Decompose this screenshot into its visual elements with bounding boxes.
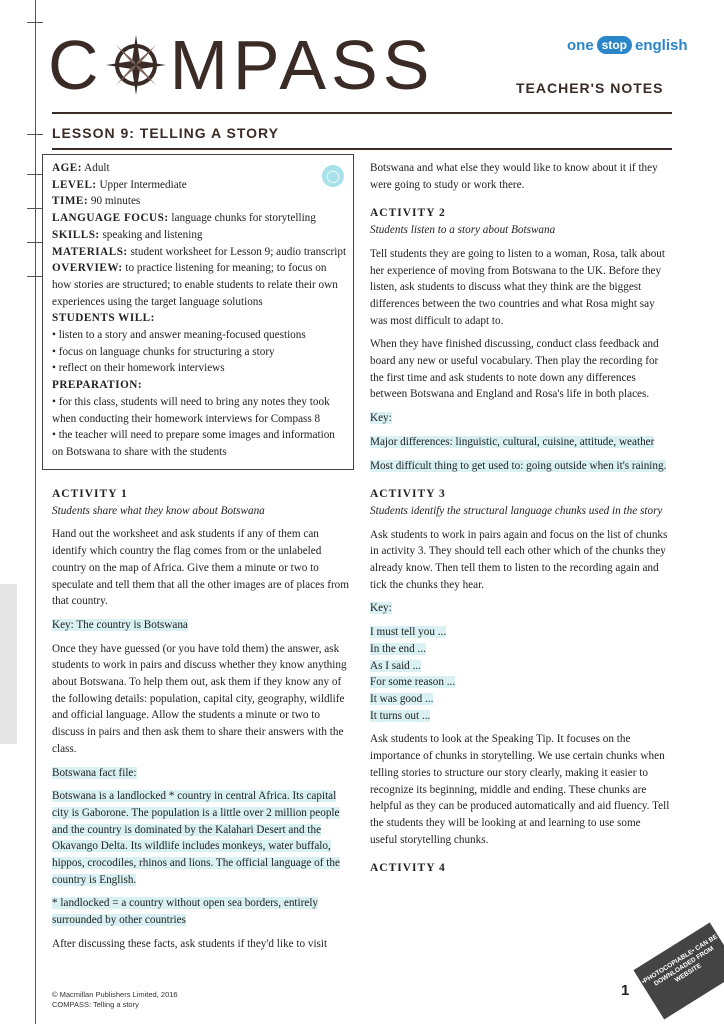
page-number: 1 [621, 982, 630, 999]
left-margin-line [35, 0, 36, 1024]
list-item: As I said ... [370, 659, 421, 672]
onestopenglish-logo: one stop english [567, 36, 688, 54]
activity-1-heading: ACTIVITY 1 [52, 488, 128, 500]
list-item: In the end ... [370, 642, 426, 655]
compass-logo [48, 26, 435, 108]
activity-3-heading: ACTIVITY 3 [370, 488, 446, 501]
overview-content: AGE: Adult LEVEL: Upper Intermediate TIME: 90 minutes LANGUAGE FOCUS: language chunks for storytelling SKILLS: speaking and listening MATERIALS: student worksheet for Lesson 9; audio transcript OVERVIEW: to practice listening for meaning; to focus on how stories are structured; to enable students to relate their own experiences using the target language solutions STUDENTS WILL: • listen to a story and answer meaning-focused questions • focus on language chunks for structuring a story • reflect on their homework interviews PREPARATION: • for this class, students will need to bring any notes they took when conducting their homework interviews for Compass 8 • the teacher will need to prepare some images and information on Botswana to share with the students [52, 160, 348, 461]
list-item: • reflect on their homework interviews [52, 362, 225, 375]
margin-tick [27, 242, 43, 243]
logo-text-left: C [48, 26, 104, 104]
activity-2-heading: ACTIVITY 2 [370, 207, 446, 220]
margin-tick [27, 276, 43, 277]
list-item: For some reason ... [370, 676, 456, 689]
margin-tick [27, 22, 43, 23]
list-item: • for this class, students will need to bring any notes they took when conducting their homework interviews for Compass 8 [52, 395, 330, 425]
right-column: Botswana and what else they would like to know about it if they were going to study or work there. ACTIVITY 2 Students listen to a story about Botswana Tell students they are going to listen to a woman, Rosa, talk about her experience of moving from Botswana to the UK. Before they listen, ask students to discuss what they think are the biggest differences between the two countries and what Rosa might say was most difficult to adapt to. When they have finished discussing, conduct class feedback and board any new or useful vocabulary. Then play the recording for the first time and ask students to note down any differences between Botswana and England and Rosa's life in both places. Key: Major differences: linguistic, cultural, cuisine, attitude, weather Most difficult thing to get used to: going outside when it's raining. ACTIVITY 3 Students identify the structural language chunks used in the story Ask students to work in pairs again and focus on the list of chunks in activity 3. They should tell each other which of the chunks they already know. Then tell them to listen to the recording again and tick the chunks they hear. Key: I must tell you ... In the end ... As I said ... For some reason ... It was good ... It turns out ... Ask students to look at the Speaking Tip. It focuses on the importance of chunks in storytelling. We use certain chunks when telling stories to structure our story clearly, making it easier to recognize its beginning, middle and ending. These chunks are helpful as they can be produced automatically and aid fluency. Tell the students they will be looking at and learning to use some useful storytelling chunks. ACTIVITY 4 [370, 160, 670, 877]
left-column: ACTIVITY 1 Students share what they know about Botswana Hand out the worksheet and ask students if any of them can identify which country the flag comes from or the unlabeled country on the map of Africa. Give them a minute or two to speculate and tell them that all the other images are of places from that country. Key: The country is Botswana Once they have guessed (or you have told them) the answer, ask students to work in pairs and discuss whether they know anything about Botswana. To help them out, ask them if they know any of the following details: population, capital city, geography, wildlife and official language. Allow the students a minute or two to discuss in pairs and then ask them to share their answers with the class. Botswana fact file: Botswana is a landlocked * country in central Africa. Its capital city is Gaborone. The population is a little over 2 million people and the country is dominated by the Kalahari Desert and the Okavango Delta. Its wildlife includes monkeys, water buffalo, hippos, crocodiles, rhinos and lions. The official language of the country is English. * landlocked = a country without open sea borders, entirely surrounded by other countries After discussing these facts, ask students if they'd like to visit [52, 474, 352, 953]
list-item: • focus on language chunks for structuring a story [52, 345, 275, 358]
margin-tick [27, 174, 43, 175]
list-item: I must tell you ... [370, 626, 447, 639]
footer: © Macmillan Publishers Limited, 2016 COMPASS: Telling a story [52, 990, 178, 1009]
header-rule [52, 112, 672, 114]
key-highlight: Key: The country is Botswana [52, 618, 188, 631]
title-rule [52, 148, 672, 150]
list-item: • listen to a story and answer meaning-focused questions [52, 329, 306, 342]
activity-4-heading: ACTIVITY 4 [370, 862, 446, 875]
logo-text-right: MPASS [169, 26, 435, 104]
list-item: It turns out ... [370, 709, 431, 722]
list-item: • the teacher will need to prepare some images and information on Botswana to share with the students [52, 429, 335, 458]
list-item: It was good ... [370, 692, 434, 705]
photocopiable-stamp: •PHOTOCOPIABLE• CAN BE DOWNLOADED FROM WEBSITE [633, 923, 724, 1020]
lightbulb-icon: ◯ [322, 165, 344, 187]
lesson-title: LESSON 9: TELLING A STORY [52, 125, 279, 141]
margin-tick [27, 208, 43, 209]
teachers-notes-label: TEACHER'S NOTES [516, 80, 664, 96]
compass-rose-icon [104, 33, 170, 108]
side-tab [0, 584, 17, 744]
margin-tick [27, 134, 43, 135]
fact-file: Botswana is a landlocked * country in central Africa. Its capital city is Gaborone. The population is a little over 2 million people and the country is dominated by the Kalahari Desert and the Okavango Delta. Its wildlife includes monkeys, water buffalo, hippos, crocodiles, rhinos and lions. The official language of the country is English. [52, 790, 340, 886]
